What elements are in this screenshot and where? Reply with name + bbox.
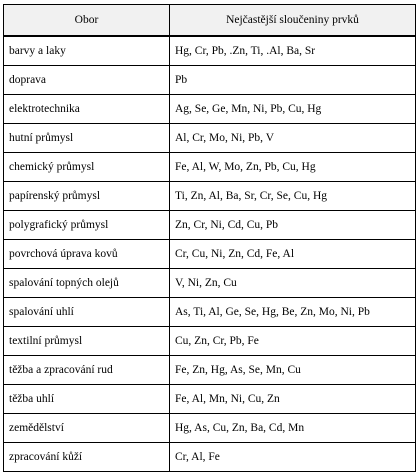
table-header-row — [4, 5, 416, 37]
table-row — [4, 153, 416, 182]
compounds-cell: Cu, Zn, Cr, Pb, Fe — [170, 327, 416, 356]
industry-cell: spalování topných olejů — [4, 269, 170, 298]
compounds-cell: Hg, As, Cu, Zn, Ba, Cd, Mn — [170, 414, 416, 443]
industry-cell: chemický průmysl — [4, 153, 170, 182]
table-row — [4, 356, 416, 385]
compounds-cell: Fe, Zn, Hg, As, Se, Mn, Cu — [170, 356, 416, 385]
column-header-compounds: Nejčastější sloučeniny prvků — [170, 5, 416, 37]
table-row — [4, 240, 416, 269]
table-row — [4, 124, 416, 153]
table-row — [4, 36, 416, 66]
compounds-cell: Ag, Se, Ge, Mn, Ni, Pb, Cu, Hg — [170, 95, 416, 124]
industry-cell: spalování uhlí — [4, 298, 170, 327]
industry-cell: doprava — [4, 66, 170, 95]
industry-cell: textilní průmysl — [4, 327, 170, 356]
table-row — [4, 182, 416, 211]
industry-cell: elektrotechnika — [4, 95, 170, 124]
industry-cell: papírenský průmysl — [4, 182, 170, 211]
table-row — [4, 385, 416, 414]
industry-cell: těžba uhlí — [4, 385, 170, 414]
compounds-cell: Hg, Cr, Pb, .Zn, Ti, .Al, Ba, Sr — [170, 36, 416, 66]
industry-cell: zemědělství — [4, 414, 170, 443]
compounds-cell: Fe, Al, Mn, Ni, Cu, Zn — [170, 385, 416, 414]
industry-cell: hutní průmysl — [4, 124, 170, 153]
compounds-cell: V, Ni, Zn, Cu — [170, 269, 416, 298]
table-row — [4, 95, 416, 124]
industry-cell: barvy a laky — [4, 36, 170, 66]
compounds-cell: Cr, Al, Fe — [170, 443, 416, 472]
compounds-cell: Pb — [170, 66, 416, 95]
compounds-cell: Cr, Cu, Ni, Zn, Cd, Fe, Al — [170, 240, 416, 269]
industry-cell: povrchová úprava kovů — [4, 240, 170, 269]
compounds-cell: Ti, Zn, Al, Ba, Sr, Cr, Se, Cu, Hg — [170, 182, 416, 211]
column-header-obor: Obor — [4, 5, 170, 37]
table-row — [4, 66, 416, 95]
industry-cell: těžba a zpracování rud — [4, 356, 170, 385]
industry-cell: zpracování kůží — [4, 443, 170, 472]
table-row — [4, 298, 416, 327]
table-row — [4, 327, 416, 356]
elements-table-container — [3, 4, 415, 472]
table-row — [4, 211, 416, 240]
compounds-cell: Al, Cr, Mo, Ni, Pb, V — [170, 124, 416, 153]
compounds-cell: Fe, Al, W, Mo, Zn, Pb, Cu, Hg — [170, 153, 416, 182]
industry-elements-table — [3, 4, 416, 472]
table-row — [4, 443, 416, 472]
industry-cell: polygrafický průmysl — [4, 211, 170, 240]
compounds-cell: As, Ti, Al, Ge, Se, Hg, Be, Zn, Mo, Ni, Pb — [170, 298, 416, 327]
table-row — [4, 414, 416, 443]
compounds-cell: Zn, Cr, Ni, Cd, Cu, Pb — [170, 211, 416, 240]
table-row — [4, 269, 416, 298]
